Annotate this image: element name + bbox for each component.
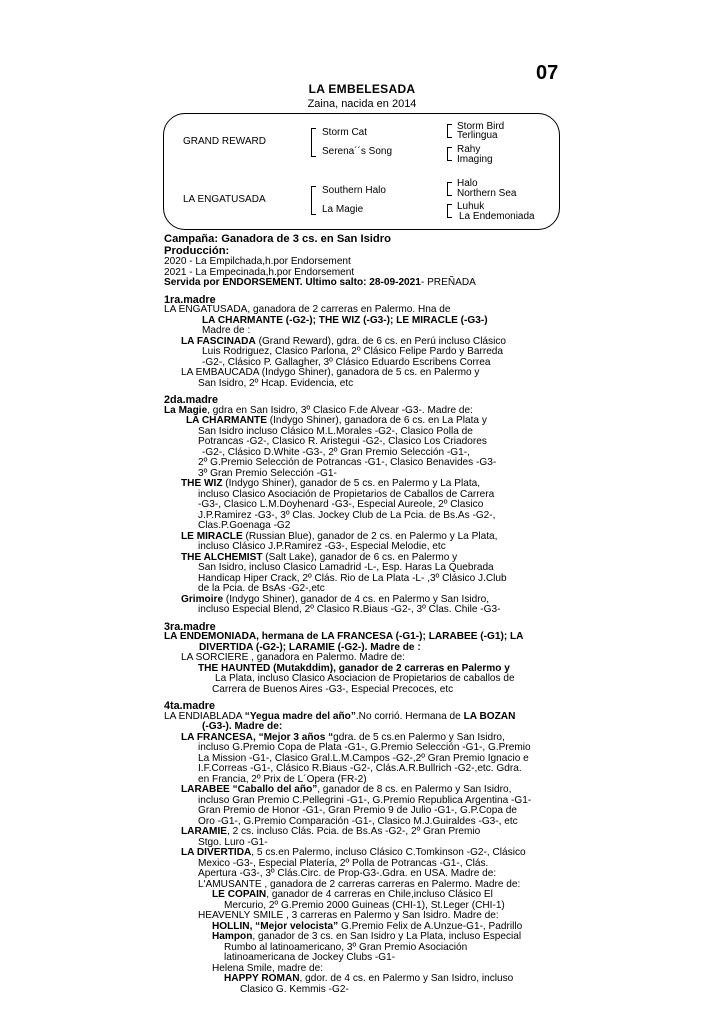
text-line: , gdor. de 4 cs. en Palermo y San Isidro, incluso <box>299 973 514 984</box>
text-line: -G3-, Clasico L.M.Doyhenard -G3-, Especial Aureole, 2º Clasico <box>198 499 484 510</box>
text-line: Clasico G. Kemmis -G2- <box>240 983 349 995</box>
text-line: (Indygo Shiner), ganador de 4 cs. en Palermo y San Isidro, <box>223 593 490 605</box>
pedigree-bracket <box>447 124 452 138</box>
text-line: Apertura -G3-, 3º Clás.Circ. de Prop-G3-.Gdra. en USA. Madre de: <box>198 868 497 879</box>
pedigree-bracket <box>311 128 316 157</box>
pedigree-g3: Halo <box>457 178 478 189</box>
text-line: DIVERTIDA (-G2-); LARAMIE (-G2-). Madre de : <box>199 641 421 653</box>
text-line: , 5 cs.en Palermo, incluso Clásico C.Tomkinson -G2-, Clásico <box>251 847 526 858</box>
text-line: , gdra en San Isidro, 3º Clasico F.de Alvear -G3-. Madre de: <box>207 404 473 416</box>
pedigree-g3: Luhuk <box>457 201 485 212</box>
text-line: -G2-, Clásico P. Gallagher, 3º Clásico Eduardo Escribens Correa <box>202 356 491 368</box>
pedigree-dam-sire: Southern Halo <box>322 185 386 196</box>
pedigree-g3: Imaging <box>457 154 493 165</box>
horse-name-bold: HAPPY ROMAN <box>224 973 300 984</box>
pedigree-g3: Storm Bird <box>457 121 505 132</box>
service-status: - PREÑADA <box>420 277 476 288</box>
pedigree-g3: Rahy <box>457 144 481 155</box>
horse-name-bold: Grimoire <box>181 593 224 605</box>
horse-name-bold: LARABEE “Caballo del año” <box>181 784 318 795</box>
text-line: Madre de : <box>202 325 251 336</box>
text-line: LA ENGATUSADA, ganadora de 2 carreras en Palermo. Hna de <box>164 304 451 315</box>
text-line: (-G3-). Madre de: <box>202 721 283 732</box>
text-line: LA ENDEMONIADA, hermana de LA FRANCESA (-G1-); LARABEE (-G1); LA <box>164 631 524 642</box>
text-line: incluso Clásico J.P.Ramirez -G3-, Especial Melodie, etc <box>198 541 446 552</box>
pedigree-g3: Northern Sea <box>457 188 517 199</box>
service-info: Servida por ENDORSEMENT. Ultimo salto: 28-09-2021 <box>164 277 421 288</box>
section-title: 4ta.madre <box>164 700 216 712</box>
text-line: incluso Gran Premio C.Pellegrini -G1-, G.Premio Republica Argentina -G1- <box>198 794 532 806</box>
horse-name-bold: Hampon <box>212 931 253 942</box>
text-line: gdra. de 5 cs.en Palermo y San Isidro, <box>333 731 505 743</box>
text-line: 3º Gran Premio Selección -G1- <box>198 467 337 479</box>
text-line: San Isidro incluso Clásico M.L.Morales -G2-, Clasico Polla de <box>198 425 473 437</box>
text-line: , ganador de 8 cs. en Palermo y San Isidro, <box>317 784 512 795</box>
pedigree-sire-dam: Serena´´s Song <box>322 146 393 157</box>
text-line: HEAVENLY SMILE , 3 carreras en Palermo y San Isidro. Madre de: <box>198 910 499 921</box>
text-line: San Isidro, 2º Hcap. Evidencia, etc <box>198 377 354 389</box>
text-line: La Mission -G1-, Clasico Gral.L.M.Campos -G2-,2º Gran Premio Ignacio e <box>198 752 529 764</box>
pedigree-dam-dam: La Magie <box>322 204 364 215</box>
text-line: (Indygo Shiner), ganadora de 6 cs. en La Plata y <box>266 415 487 426</box>
text-line: Clas.P.Goenaga -G2 <box>198 520 291 531</box>
text-line: (Indygo Shiner), ganador de 5 cs. en Palermo y La Plata, <box>222 478 481 489</box>
text-line: Handicap Hiper Crack, 2º Clás. Rio de La Plata -L- ,3º Clásico J.Club <box>198 572 507 584</box>
production-item: 2021 - La Empecinada,h.por Endorsement <box>164 266 355 278</box>
text-line: LA EMBAUCADA (Indygo Shiner), ganadora de 5 cs. en Palermo y <box>181 367 480 378</box>
text-line: J.P.Ramirez -G3-, 3º Clas. Jockey Club de La Pcia. de Bs.As -G2-, <box>198 509 496 521</box>
section-title: 3ra.madre <box>164 620 216 633</box>
text-line: incluso G.Premio Copa de Plata -G1-, G.Premio Selección -G1-, G.Premio <box>198 742 531 753</box>
pedigree-bracket <box>447 204 452 218</box>
pedigree-bracket <box>311 186 316 215</box>
text-line: Luis Rodriguez, Clasico Parlona, 2º Clásico Felipe Pardo y Barreda <box>202 346 504 357</box>
horse-name-bold: LA FRANCESA, “Mejor 3 años “ <box>181 731 334 743</box>
horse-name-bold: HOLLIN, “Mejor velocista” <box>212 920 339 932</box>
pedigree-g3: Terlingua <box>457 130 498 141</box>
text-line: Helena Smile, madre de: <box>212 962 324 974</box>
text-line: , ganador de 4 carreras en Chile,incluso Clásico El <box>266 889 493 900</box>
text-line: (Salt Lake), ganador de 6 cs. en Palermo y <box>262 551 458 563</box>
horse-name-bold: LA DIVERTIDA <box>181 847 252 858</box>
text-line: -G2-, Clásico D.White -G3-, 2º Gran Premio Selección -G1-, <box>202 446 470 458</box>
pedigree-box <box>163 113 560 230</box>
production-item: 2020 - La Empilchada,h.por Endorsement <box>164 256 351 267</box>
horse-name-bold: LE MIRACLE <box>181 530 243 542</box>
horse-name-bold: LA CHARMANTE <box>186 415 267 426</box>
text-line: Mercurio, 2º G.Premio 2000 Guineas (CHI-1), St.Leger (CHI-1) <box>224 899 505 911</box>
section-title: 1ra.madre <box>164 293 216 306</box>
horse-name-bold: LE COPAIN <box>212 889 267 900</box>
horse-name-bold: THE ALCHEMIST <box>181 551 263 563</box>
horse-name-bold: LA BOZAN <box>463 710 516 722</box>
pedigree-bracket <box>447 182 452 196</box>
catalog-body <box>164 234 564 995</box>
section-title: 2da.madre <box>164 394 219 406</box>
text-line: Potrancas -G2-, Clasico R. Aristegui -G2-, Clasico Los Criadores <box>198 436 487 447</box>
horse-name-bold: THE WIZ <box>181 478 223 489</box>
text-line: LA ENDIABLADA <box>164 710 245 722</box>
horse-name-bold: LARAMIE <box>181 826 227 837</box>
pedigree-dam: LA ENGATUSADA <box>183 194 266 205</box>
pedigree-sire-sire: Storm Cat <box>322 127 368 138</box>
horse-name-bold: LA FASCINADA <box>181 335 256 347</box>
text-line: I.F.Correas -G1-, Clásico R.Biaus -G2-, Clás.A.R.Bullrich -G2-,etc. Gdra. <box>198 763 522 774</box>
text-line: Stgo. Luro -G1- <box>198 836 268 848</box>
text-line: Gran Premio de Honor -G1-, Gran Premio 9 de Julio -G1-, G.P.Copa de <box>198 805 518 816</box>
campaign: Campaña: Ganadora de 3 cs. en San Isidro <box>164 233 391 245</box>
text-line: San Isidro, incluso Clasico Lamadrid -L-, Esp. Haras La Quebrada <box>198 562 494 573</box>
text-line: incluso Clasico Asociación de Propietarios de Caballos de Carrera <box>198 488 495 500</box>
text-line: G.Premio Felix de A.Unzue-G1-, Padrillo <box>338 920 523 932</box>
text-line: , 2 cs. incluso Clás. Pcia. de Bs.As -G2-, 2º Gran Premio <box>226 826 481 837</box>
text-line: , ganador de 3 cs. en San Isidro y La Plata, incluso Especial <box>252 931 522 942</box>
text-line: de la Pcia. de BsAs -G2-,etc <box>198 583 325 594</box>
text-line: en Francia, 2º Prix de L´Opera (FR-2) <box>198 773 367 785</box>
horse-name-bold: La Magie <box>164 404 208 416</box>
pedigree-g3: La Endemoniada <box>459 211 535 222</box>
text-line: (Grand Reward), gdra. de 6 cs. en Perú incluso Clásico <box>255 335 506 347</box>
text-line: incluso Especial Blend, 2º Clasico R.Biaus -G2-, 3º Clas. Chile -G3- <box>198 604 501 615</box>
text-line: .No corrió. Hermana de <box>355 710 464 722</box>
text-line: Mexico -G3-, Especial Platería, 2º Polla de Potrancas -G1-, Clás. <box>198 857 489 869</box>
text-line: (Russian Blue), ganador de 2 cs. en Palermo y La Plata, <box>242 530 498 542</box>
text-line: La Plata, incluso Clasico Asociacion de Propietarios de caballos de <box>215 673 515 684</box>
text-line: Rumbo al latinoamericano, 3º Gran Premio Asociación <box>224 941 468 953</box>
text-line: Oro -G1-, G.Premio Comparación -G1-, Clasico M.J.Guiraldes -G3-, etc <box>198 815 518 827</box>
text-line: THE HAUNTED (Mutakddim), ganador de 2 carreras en Palermo y <box>198 662 510 674</box>
text-line: 2º G.Premio Selección de Potrancas -G1-, Clasico Benavides -G3- <box>198 457 497 468</box>
text-line: Carrera de Buenos Aires -G3-, Especial Precoces, etc <box>212 683 454 695</box>
horse-subtitle: Zaina, nacida en 2014 <box>307 98 417 110</box>
text-line: L'AMUSANTE , ganadora de 2 carreras carreras en Palermo. Madre de: <box>198 878 521 890</box>
pedigree-bracket <box>447 147 452 161</box>
lot-number: 07 <box>536 62 559 84</box>
horse-name: LA EMBELESADA <box>308 82 416 96</box>
pedigree-sire: GRAND REWARD <box>183 136 266 147</box>
text-line: latinoamericana de Jockey Clubs -G1- <box>224 952 396 963</box>
text-line: LA CHARMANTE (-G2-); THE WIZ (-G3-); LE MIRACLE (-G3-) <box>202 314 488 326</box>
text-line: LA SORCIERE , ganadora en Palermo. Madre de: <box>181 652 405 663</box>
production-title: Producción: <box>164 244 230 257</box>
award-text: “Yegua madre del año” <box>244 710 356 722</box>
